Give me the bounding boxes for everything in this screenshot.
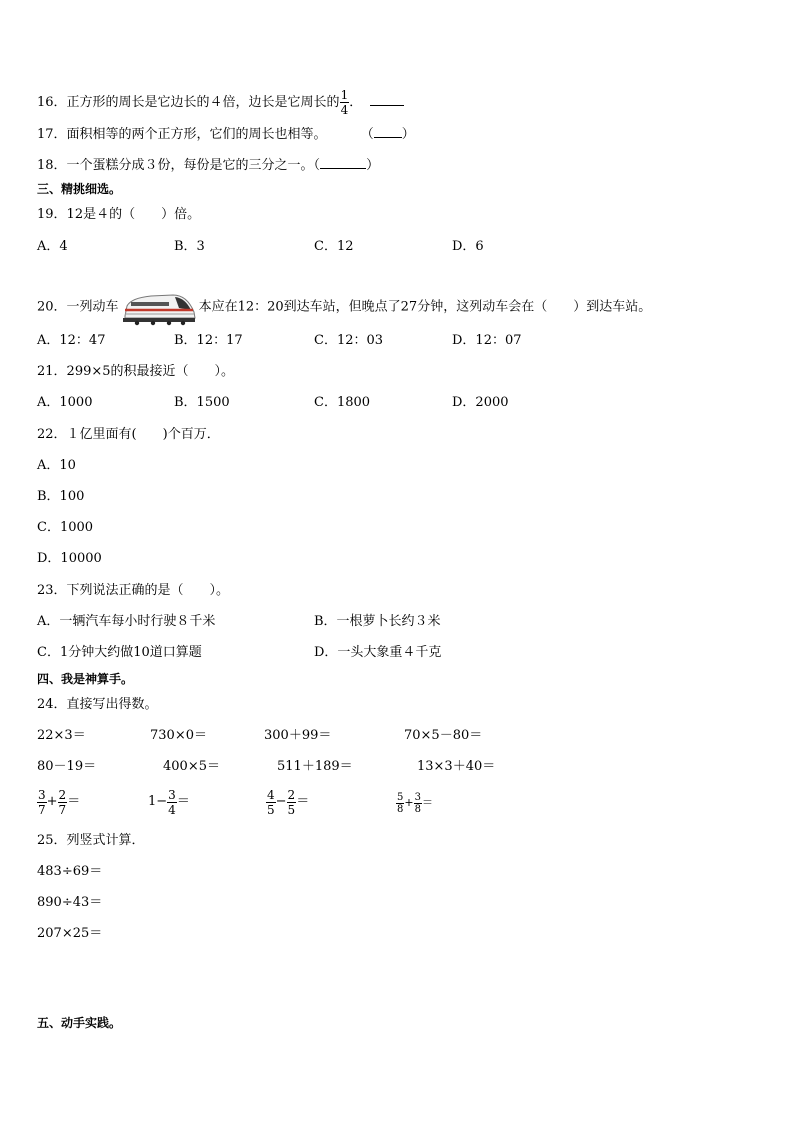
fraction-calc-d <box>396 788 433 819</box>
question-17 <box>37 125 415 143</box>
option-c[interactable]: C．1分钟大约做10道口算题 <box>37 645 202 660</box>
calc-item: 400×5＝ <box>163 759 220 774</box>
question-19 <box>37 207 200 223</box>
question-25 <box>37 833 145 849</box>
question-text: 正方形的周长是它边长的４倍，边长是它周长的 <box>66 95 340 110</box>
question-number: 21． <box>37 364 67 379</box>
question-text: １亿里面有( )个百万． <box>66 427 220 442</box>
question-number: 25． <box>37 833 67 848</box>
option-c[interactable]: C．12 <box>314 239 354 254</box>
question-number: 19． <box>37 207 67 222</box>
calc-item: 80－19＝ <box>37 759 97 774</box>
option-d[interactable]: D．一头大象重４千克 <box>314 645 442 660</box>
question-21 <box>37 364 234 380</box>
paren-close: ） <box>401 127 415 142</box>
question-text: 列竖式计算． <box>66 833 145 848</box>
section-4-heading: 四、我是神算手。 <box>37 672 134 686</box>
option-b[interactable]: B．1500 <box>174 395 230 410</box>
option-b[interactable]: B．3 <box>174 239 205 254</box>
plus-sign: + <box>46 794 58 809</box>
question-20 <box>37 286 651 328</box>
fraction-calc-b <box>148 786 190 819</box>
question-number: 16． <box>37 95 67 110</box>
option-c[interactable]: C．12：03 <box>314 333 384 348</box>
question-24 <box>37 697 158 713</box>
equals-sign: ＝ <box>421 796 433 809</box>
option-a[interactable]: A．1000 <box>37 395 93 410</box>
option-a[interactable]: A．10 <box>37 458 76 473</box>
question-23 <box>37 583 229 599</box>
section-5-heading: 五、动手实践。 <box>37 1016 122 1030</box>
question-text: 12是４的（ ）倍。 <box>66 207 201 222</box>
calc-item: 890÷43＝ <box>37 895 103 910</box>
equals-sign: ＝ <box>67 794 81 809</box>
fraction: $\frac{3}{8}$ <box>414 791 421 815</box>
fraction-denominator: 4 <box>340 103 349 117</box>
fraction: $\frac{2}{5}$ <box>287 787 296 817</box>
fraction-calc-c <box>266 786 309 819</box>
fraction <box>340 88 350 117</box>
question-number: 18． <box>37 158 67 173</box>
option-d[interactable]: D．12：07 <box>452 333 522 348</box>
fraction-numerator: 1 <box>340 88 349 102</box>
option-a[interactable]: A．一辆汽车每小时行驶８千米 <box>37 614 216 629</box>
option-b[interactable]: B．一根萝卜长约３米 <box>314 614 441 629</box>
whole-minus: 1− <box>148 794 168 809</box>
equals-sign: ＝ <box>176 794 190 809</box>
option-c[interactable]: C．1800 <box>314 395 371 410</box>
train-icon <box>121 286 197 328</box>
option-d[interactable]: D．6 <box>452 239 484 254</box>
calc-item: 70×5－80＝ <box>404 728 483 743</box>
option-a[interactable]: A．12：47 <box>37 333 106 348</box>
question-number: 22． <box>37 427 67 442</box>
fraction: $\frac{4}{5}$ <box>267 787 275 817</box>
calc-item: 207×25＝ <box>37 926 103 941</box>
answer-blank[interactable] <box>320 156 366 169</box>
question-text: 本应在12：20到达车站，但晚点了27分钟，这列动车会在（ ）到达车站。 <box>198 299 652 315</box>
question-number: 17． <box>37 127 67 142</box>
question-text: 面积相等的两个正方形，它们的周长也相等。 <box>66 127 327 142</box>
question-text: 299×5的积最接近（ ）。 <box>66 364 235 379</box>
question-number: 20． <box>37 299 67 315</box>
answer-blank[interactable] <box>374 125 402 138</box>
answer-blank[interactable] <box>370 93 404 106</box>
option-b[interactable]: B．100 <box>37 489 85 504</box>
question-22 <box>37 427 220 443</box>
period: ． <box>349 95 363 110</box>
question-18 <box>37 156 379 174</box>
minus-sign: − <box>275 794 287 809</box>
question-text: 下列说法正确的是（ ）。 <box>66 583 230 598</box>
section-3-heading: 三、精挑细选。 <box>37 182 122 196</box>
question-number: 23． <box>37 583 67 598</box>
calc-item: 483÷69＝ <box>37 864 103 879</box>
plus-sign: + <box>404 796 414 809</box>
option-b[interactable]: B．12：17 <box>174 333 243 348</box>
calc-item: 300＋99＝ <box>264 728 332 743</box>
question-number: 24． <box>37 697 67 712</box>
fraction: $\frac{2}{7}$ <box>58 787 67 817</box>
question-text: 一列动车 <box>66 299 119 315</box>
paren-close: ） <box>366 158 380 173</box>
calc-item: 13×3＋40＝ <box>417 759 496 774</box>
question-text: 一个蛋糕分成３份，每份是它的三分之一。（ <box>66 158 321 173</box>
option-c[interactable]: C．1000 <box>37 520 94 535</box>
equals-sign: ＝ <box>296 794 310 809</box>
calc-item: 511＋189＝ <box>277 759 353 774</box>
calc-item: 22×3＝ <box>37 728 86 743</box>
question-16 <box>37 88 404 117</box>
question-text: 直接写出得数。 <box>66 697 158 712</box>
paren-open: （ <box>360 127 374 142</box>
fraction-calc-a <box>37 786 80 819</box>
fraction: $\frac{3}{7}$ <box>38 787 46 817</box>
fraction: $\frac{3}{4}$ <box>168 787 176 817</box>
option-d[interactable]: D．2000 <box>452 395 509 410</box>
option-a[interactable]: A．4 <box>37 239 68 254</box>
calc-item: 730×0＝ <box>150 728 207 743</box>
option-d[interactable]: D．10000 <box>37 551 102 566</box>
fraction: $\frac{5}{8}$ <box>397 791 404 815</box>
